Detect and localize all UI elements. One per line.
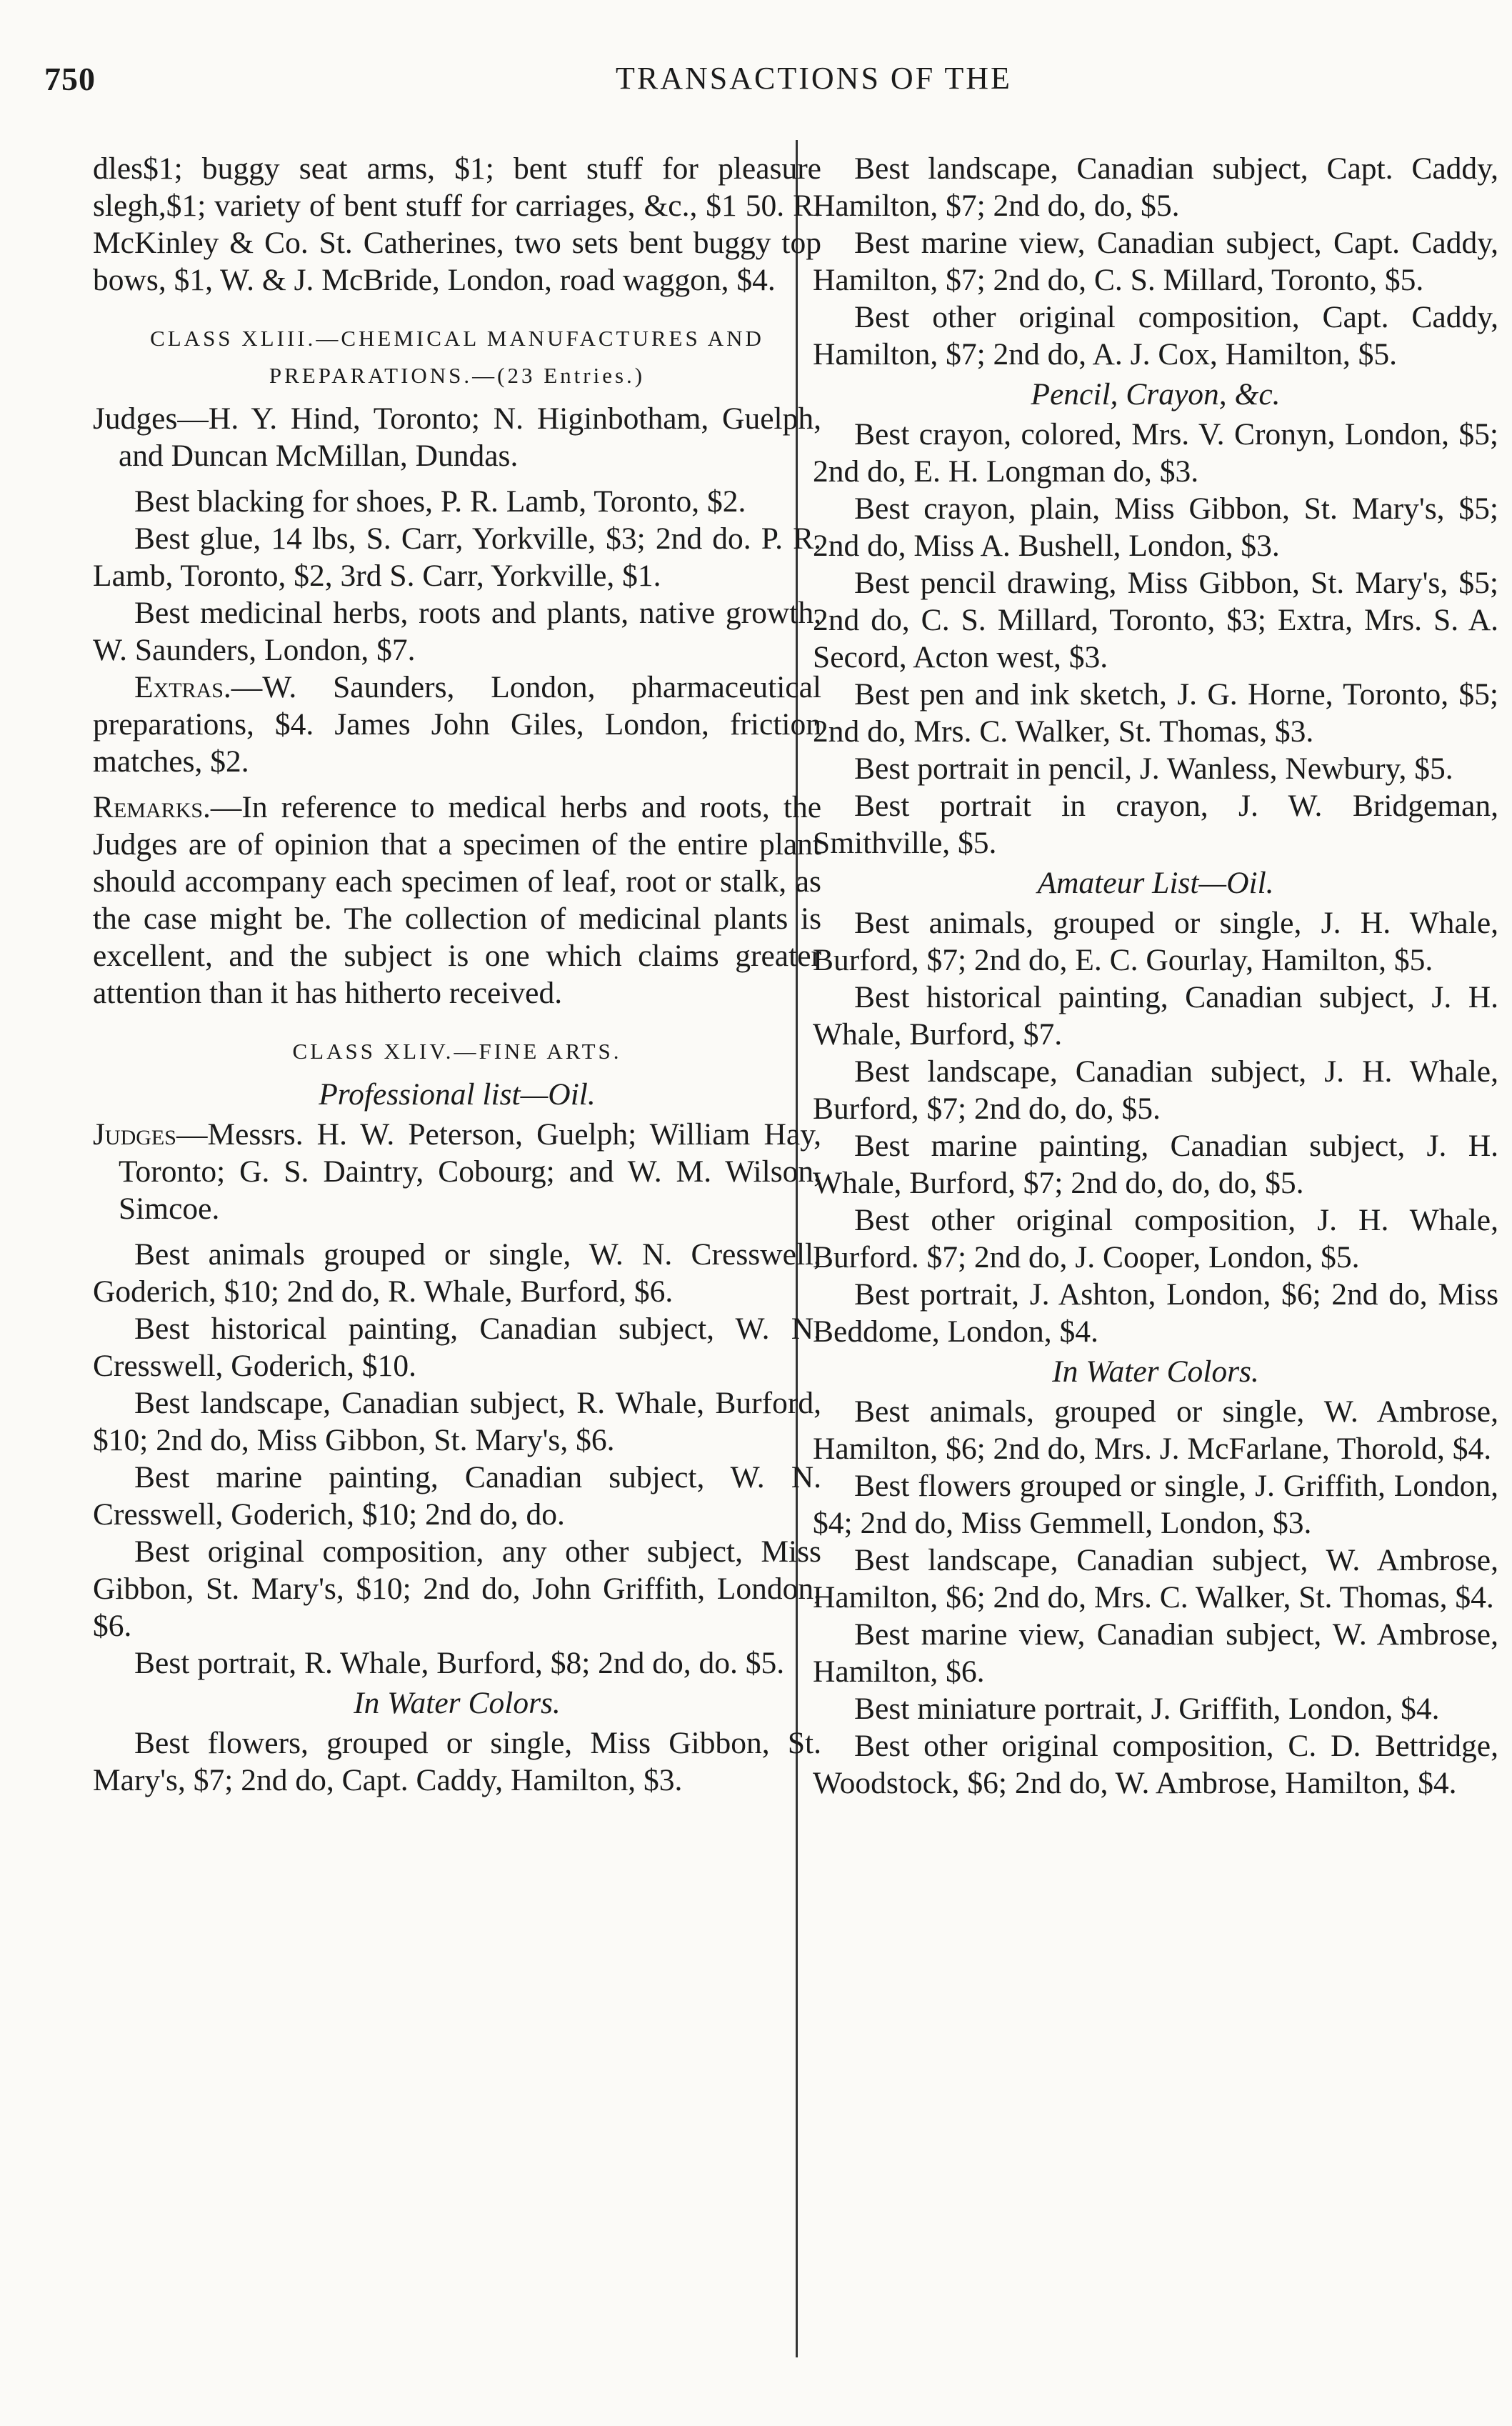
award-entry: Best historical painting, Canadian subject, J. H. Whale, Burford, $7. — [813, 980, 1498, 1052]
award-entry: Best animals, grouped or single, W. Ambrose, Hamilton, $6; 2nd do, Mrs. J. McFarlane, Thorold, $4. — [813, 1394, 1498, 1466]
subsection-heading: In Water Colors. — [1052, 1354, 1259, 1389]
award-entry: Best landscape, Canadian subject, W. Ambrose, Hamilton, $6; 2nd do, Mrs. C. Walker, St. Thomas, $4. — [813, 1543, 1498, 1614]
award-entry: Best glue, 14 lbs, S. Carr, Yorkville, $3; 2nd do. P. R. Lamb, Toronto, $2, 3rd S. Carr, Yorkville, $1. — [93, 521, 821, 593]
judges-text: —Messrs. H. W. Peterson, Guelph; William Hay, Toronto; G. S. Daintry, Cobourg; and W. M. Wilson, Simcoe. — [119, 1117, 821, 1226]
award-entry: Best original composition, any other subject, Miss Gibbon, St. Mary's, $10; 2nd do, John Griffith, London, $6. — [93, 1534, 821, 1643]
award-entry: Best other original composition, C. D. Bettridge, Woodstock, $6; 2nd do, W. Ambrose, Hamilton, $4. — [813, 1729, 1498, 1800]
remarks-label: Remarks. — [93, 790, 211, 824]
award-entry: Best flowers, grouped or single, Miss Gibbon, St. Mary's, $7; 2nd do, Capt. Caddy, Hamilton, $3. — [93, 1726, 821, 1797]
award-entry: Best animals, grouped or single, J. H. Whale, Burford, $7; 2nd do, E. C. Gourlay, Hamilton, $5. — [813, 906, 1498, 977]
award-entry: Best landscape, Canadian subject, Capt. Caddy, Hamilton, $7; 2nd do, do, $5. — [813, 151, 1498, 223]
award-entry: Best blacking for shoes, P. R. Lamb, Toronto, $2. — [134, 484, 746, 519]
judges-text: Judges—H. Y. Hind, Toronto; N. Higinbotham, Guelph, and Duncan McMillan, Dundas. — [93, 401, 821, 473]
award-entry: Best pencil drawing, Miss Gibbon, St. Mary's, $5; 2nd do, C. S. Millard, Toronto, $3; Extra, Mrs. S. A. Secord, Acton west, $3. — [813, 566, 1498, 674]
award-entry: Best marine view, Canadian subject, Capt. Caddy, Hamilton, $7; 2nd do, C. S. Millard, Toronto, $5. — [813, 226, 1498, 297]
extras-text: —W. Saunders, London, pharmaceutical preparations, $4. James John Giles, London, friction matches, $2. — [93, 670, 821, 779]
award-entry: Best portrait in pencil, J. Wanless, Newbury, $5. — [854, 752, 1453, 786]
left-column — [93, 150, 821, 1799]
right-column — [813, 150, 1498, 1802]
award-entry: Best portrait, J. Ashton, London, $6; 2nd do, Miss Beddome, London, $4. — [813, 1277, 1498, 1349]
award-entry: Best miniature portrait, J. Griffith, London, $4. — [854, 1692, 1440, 1726]
award-entry: Best landscape, Canadian subject, J. H. Whale, Burford, $7; 2nd do, do, $5. — [813, 1054, 1498, 1126]
award-entry: Best other original composition, J. H. Whale, Burford. $7; 2nd do, J. Cooper, London, $5. — [813, 1203, 1498, 1274]
award-entry: Best portrait in crayon, J. W. Bridgeman, Smithville, $5. — [813, 789, 1498, 860]
award-entry: Best flowers grouped or single, J. Griffith, London, $4; 2nd do, Miss Gemmell, London, $3. — [813, 1469, 1498, 1540]
section-heading-class-43: CLASS XLIII.—CHEMICAL MANUFACTURES AND PREPARATIONS.—(23 Entries.) — [150, 326, 764, 388]
subsection-heading: Pencil, Crayon, &c. — [1031, 377, 1281, 411]
award-entry: Best marine view, Canadian subject, W. Ambrose, Hamilton, $6. — [813, 1617, 1498, 1689]
judges-label: Judges — [93, 1117, 176, 1152]
judges-entry — [93, 1116, 821, 1227]
award-entry: Best crayon, colored, Mrs. V. Cronyn, London, $5; 2nd do, E. H. Longman do, $3. — [813, 417, 1498, 489]
award-entry: Best crayon, plain, Miss Gibbon, St. Mary's, $5; 2nd do, Miss A. Bushell, London, $3. — [813, 491, 1498, 563]
subsection-heading: Amateur List—Oil. — [1037, 866, 1274, 900]
award-entry: Best historical painting, Canadian subject, W. N. Cresswell, Goderich, $10. — [93, 1312, 821, 1383]
subsection-heading: Professional list—Oil. — [319, 1077, 596, 1112]
award-entry: Best medicinal herbs, roots and plants, native growth, W. Saunders, London, $7. — [93, 596, 821, 667]
remarks-text: —In reference to medical herbs and roots, the Judges are of opinion that a specimen of the entire plant should accompany each specimen of leaf, root or stalk, as the case might be. The collection of medicinal plants is excellent, and the subject is one which claims greater attention than it has hitherto received. — [93, 790, 821, 1010]
award-entry: Best other original composition, Capt. Caddy, Hamilton, $7; 2nd do, A. J. Cox, Hamilton, $5. — [813, 300, 1498, 371]
award-entry: Best portrait, R. Whale, Burford, $8; 2nd do, do. $5. — [134, 1646, 785, 1680]
award-entry: Best animals grouped or single, W. N. Cresswell, Goderich, $10; 2nd do, R. Whale, Burford, $6. — [93, 1237, 821, 1309]
page-number: 750 — [44, 61, 96, 97]
award-entry: Best marine painting, Canadian subject, J. H. Whale, Burford, $7; 2nd do, do, do, $5. — [813, 1129, 1498, 1200]
running-head: TRANSACTIONS OF THE — [616, 61, 1012, 96]
paragraph: dles$1; buggy seat arms, $1; bent stuff for pleasure slegh,$1; variety of bent stuff for carriages, &c., $1 50. R. McKinley & Co. St. Catherines, two sets bent buggy top bows, $1, W. & J. McBride, London, road waggon, $4. — [93, 151, 821, 297]
subsection-heading: In Water Colors. — [354, 1686, 561, 1720]
award-entry: Best marine painting, Canadian subject, W. N. Cresswell, Goderich, $10; 2nd do, do. — [93, 1460, 821, 1532]
award-entry: Best landscape, Canadian subject, R. Whale, Burford, $10; 2nd do, Miss Gibbon, St. Mary's, $6. — [93, 1386, 821, 1457]
page-header — [44, 60, 1473, 110]
award-entry: Best pen and ink sketch, J. G. Horne, Toronto, $5; 2nd do, Mrs. C. Walker, St. Thomas, $3. — [813, 677, 1498, 749]
section-heading-class-44: CLASS XLIV.—FINE ARTS. — [292, 1039, 622, 1064]
extras-entry — [93, 669, 821, 780]
judges-entry — [93, 400, 821, 474]
extras-label: Extras. — [134, 670, 231, 704]
remarks-entry — [93, 789, 821, 1012]
